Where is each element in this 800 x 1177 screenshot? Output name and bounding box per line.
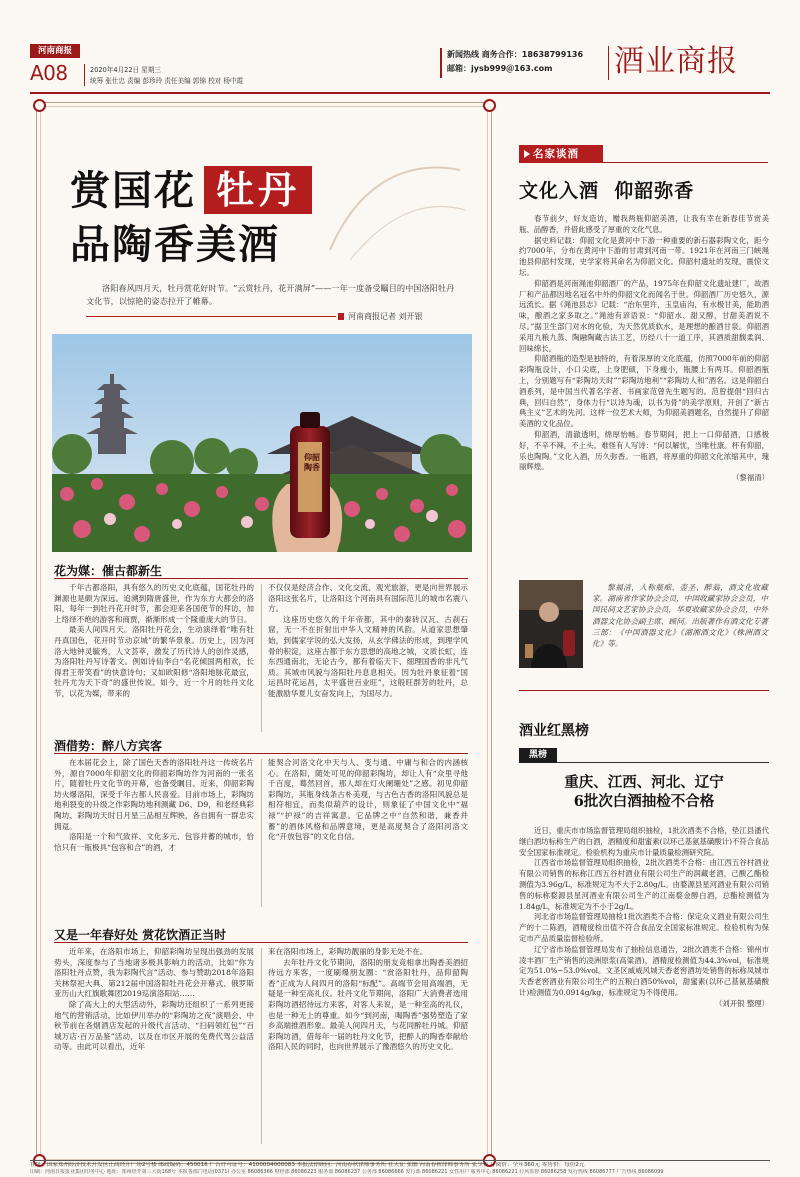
column-divider <box>261 759 262 907</box>
paper-badge: 河南商报 <box>30 44 80 58</box>
hotline: 新闻热线 商务合作：18638799136 <box>447 50 584 59</box>
section-heading-rule <box>54 578 468 579</box>
feature-title-highlight: 牡丹 <box>204 166 312 214</box>
paragraph: 江西省市场监督管理局组织抽检，2批次酒类不合格：由江西五谷村酒业有限公司销售的标称江西五谷村酒业有限公司生产的润藏老酒，己酸乙酯检测值为3.96g/L，标准规定为不大于2.80g/L。由婺源县星河酒业有限公司销售的标称婺源县星河酒业有限公司生产的江南婺金醇白酒，总酯检测值为1.84g/L，标准规定为不小于2g/L。 <box>519 858 769 911</box>
paragraph: 河北省市场监督管理局抽检1批次酒类不合格：保定众义酒业有限公司生产的十二陈酒，酒精度检出值不符合食品安全国家标准规定。检验机构为保定市产品质量监督检验所。 <box>519 912 769 943</box>
paragraph: 仰韶酒瓶的造型是独特的，有着深厚的文化底蕴，仿照7000年前的仰韶彩陶瓶设计，小口尖底，上身肥硕，下身瘦小，瓶腰上有两耳。仰韶酒瓶上，分别题写有“彩陶坊天时”“彩陶坊地利”“彩陶坊人和”酒名。这是仰韶白酒系列，是中国当代著名学者、书画家范曾先生题写的。范曾提倡“回归古典，回归自然”，身体力行“以诗为魂，以书为骨”的美学原则，开创了“新古典主义”艺术的先河。这样一位艺术大师，为仰韶美酒题名，自然提升了仰韶美酒的文化品位。 <box>519 354 769 429</box>
column-title: 文化入酒 仰韶弥香 <box>519 180 695 202</box>
byline-marker <box>338 313 344 320</box>
paragraph: 在本届花会上，除了国色天香的洛阳牡丹这一传统名片外，源自7000年仰韶文化的仰韶彩陶坊作为河南的一张名片，随着牡丹文化节的开幕，也备受瞩目。近来，仰韶彩陶坊火爆洛阳，深受千年古都人民喜爱。目前市场上，彩陶坊地利裂变的升级之作彩陶坊地利测藏 D6、D9，和老经典彩陶坊、彩陶坊天时日月星三品相互辉映，各自拥有一群忠实拥趸。 <box>54 758 254 831</box>
blacklist-headline-line2: 6批次白酒抽检不合格 <box>573 793 715 810</box>
column-divider <box>261 584 262 732</box>
section-heading: 花为媒：催古都新生 <box>54 564 163 578</box>
paragraph: 来在洛阳市场上，彩陶坊靓丽的身影无处不在。 <box>268 947 428 956</box>
feature-byline: 河南商报记者 刘开银 <box>348 312 423 321</box>
section-2-col-1 <box>54 758 254 853</box>
feature-photo <box>52 334 472 552</box>
section-1-col-2 <box>268 583 468 700</box>
column-body <box>519 214 769 484</box>
blacklist-body <box>519 826 769 1010</box>
paragraph: 能契合河洛文化中天与人、变与通、中庸与和合的内涵核心。在洛阳，随处可见的仰韶彩陶坊，却让人有“众里寻他千百度，蓦然回首，那人却在灯火阑珊处”之感。初见仰韶彩陶坊，其瓶身线条古朴美观，与古色古香的洛阳风貌总是相符相宜，而类似葫芦的设计，则象征了中国文化中“福禄”“护禄”的吉祥寓意。它品牌之中“自然和谐，兼香并蓄”的酒体风格和品牌意境，更是高度契合了洛阳河洛文化“开放包容”的文化自信。 <box>268 758 468 842</box>
blacklist-section-title: 酒业红黑榜 <box>519 723 589 739</box>
masthead-title-divider <box>608 46 609 80</box>
paragraph: 仰韶酒是河南渑池仰韶酒厂的产品，1975年在仰韶文化遗址建厂，故酒厂和产品都因地名冠名中外的仰韶文化而闻名于世。仰韶酒厂历史悠久，源远流长。据《渑池县志》记载：“治东里许，玉皇庙沟，有水极甘美，能助酒味，酿酒之家多取之。”渑池有谚语说：“仰韶水、甜又醇，甘甜美酒说不尽。”据卫生部门对水的化验，为天然优质软水，是理想的酿酒甘泉。仰韶酒采用九粮九蒸、陶融陶藏古法工艺，历经八十一道工序，其酒质甜馥柔润、回味绵长。 <box>519 278 769 353</box>
column-tag-rule <box>603 162 768 163</box>
brush-ornament <box>320 150 470 270</box>
footer-rule <box>30 1160 770 1161</box>
paragraph: 仰韶酒，清澈透明，绵厚怡畅。春节期间，把上一口仰韶酒，口感极好，不辛不辣，不上头。难怪有人写诗：“何以解忧，当唯杜康。杯有仰韶，乐也陶陶。”文化入酒，历久弥香。一瓶酒，将厚重的仰韶文化浓缩其中，瑰丽辉煌。 <box>519 429 769 472</box>
paragraph: 辽宁省市场监督管理局发布了抽检信息通告，2批次酒类不合格：锦州市凌丰酒厂生产销售的凌洲原浆(高粱酒)，酒精度检测值为44.3%vol，标准规定为51.0%~53.0%vol。文圣区威威风城天香老窖酒坊处销售的标称凤城市天香老窖酒业有限公司生产的五粮白酒50%vol，甜蜜素(以环己基氨基磺酸计)检测值为0.0914g/kg，标准规定为不得使用。 <box>519 944 769 997</box>
section-heading-rule <box>54 942 468 943</box>
column-tag-label: 名家谈酒 <box>533 148 579 160</box>
footer-line-1: 社址：国家郑州经济技术开发区正商经开广场2号楼 邮政编码：450016 广告许可证号：4100004000083 本报法律顾问：河南春秋律师事务所 社天征 张幽 河南春秋律师事务所 张少春 订阅价：全年360元 零售价：每份2元 <box>30 1162 585 1168</box>
page-number: A08 <box>30 61 68 85</box>
paragraph: 这座历史悠久的千年帝都，其中的秦砖汉瓦、古刹石窟，无一不在折射出中华人文精神的风韵。从道家思想肇始，到儒家学说的弘大发扬，从玄学佛法的形成，到理学风骨的积淀，这座古都于东方思想的高地之城，文质长虹，连东西通南北，无论古今，都有着临天下、细理国香的非凡气质。其城市风貌与洛阳牡丹息息相关。因为牡丹象征着“国运昌时花运昌，太平盛世百业旺”，这般旺群芳的牡丹，总能激励华夏儿女奋发向上，为国尽力。 <box>268 614 468 698</box>
frame-corner-ornament <box>33 99 46 112</box>
masthead-right-bracket <box>440 48 442 78</box>
byline-rule <box>86 316 336 317</box>
paragraph: 据史料记载：仰韶文化是黄河中下游一种重要的新石器彩陶文化，距今约7000年，分布在黄河中下游的甘肃到河南一带。1921年在河南三门峡渑池县仰韶村发现，史学家将其命名为仰韶文化。仰韶村遗址的发现，震惊文坛。 <box>519 235 769 277</box>
column-tag-marker <box>524 150 530 158</box>
editors-line: 统筹 张仕忠 责编 彭珍玲 责任美编 郭锦 校对 杨中霞 <box>90 77 244 85</box>
paragraph: 近日，重庆市市场监督管理局组织抽检，1批次酒类不合格，垫江县潘代继白酒坊标称生产的白酒，酒精度和甜蜜素(以环己基氨基磺酸计)不符合食品安全国家标准规定。检验机构为重庆市计量质量检测研究院。 <box>519 826 769 857</box>
feature-title-line2: 品陶香美酒 <box>70 221 280 268</box>
feature-title-line1: 赏国花 <box>70 167 196 214</box>
paragraph: 近年来，在洛阳市场上，仰韶彩陶坊呈现出强劲的发展势头，深度参与了当地诸多极具影响力的活动，比如“你为洛阳牡丹点赞，我为彩陶代言”活动、参与赞助2018年洛阳关林祭祀大典、第212届中国洛阳牡丹花会开幕式、俄罗斯亚历山大红旗歌舞团2019巡演洛阳站…… <box>54 947 254 999</box>
section-title: 酒业商报 <box>614 44 738 79</box>
page-number-divider <box>84 64 85 86</box>
section-2-col-2 <box>268 758 468 843</box>
frame-corner-ornament <box>483 99 496 112</box>
date-line: 2020年4月22日 星期三 <box>90 66 162 74</box>
section-3-col-2 <box>268 947 468 1053</box>
author-bio: 黎福清，人称瓶痴、壶圣、醉翁，酒文化收藏家。湖南省作家协会会员，中国收藏家协会会员，中国民间文艺家协会会员，华夏收藏家协会会员，中外酒器文化协会副主席、顾问。出版著作有酒文化专著三部：《中国酒器文化》《湖湘酒文化》《株洲酒文化》等。 <box>592 583 768 649</box>
author-photo <box>519 580 583 668</box>
section-heading: 酒借势：醉八方宾客 <box>54 739 163 753</box>
section-1-col-1 <box>54 583 254 700</box>
paragraph: 最美人间四月天。洛阳牡丹花会，生动演绎着“唯有牡丹真国色，花开时节动京城”的繁华景象。历史上，因为河洛大地钟灵毓秀，人文荟萃，激发了历代诗人的创作灵感，为洛阳牡丹写诗著文。例如诗仙李白“名花倾国两相欢，长得君王带笑看”的快意诗句；又如欧阳修“洛阳地脉花最宜，牡丹尤为天下奇”的盛世传说。如今，近一个月的牡丹文化节，以花为媒，带来的 <box>54 625 254 698</box>
section-heading: 又是一年春好处 赏花饮酒正当时 <box>54 928 227 942</box>
blacklist-signature: （刘开银 整理） <box>714 998 769 1008</box>
paragraph: 春节前夕，好友造访，赠我两瓶仰韶美酒，让我有幸在新春佳节赏美瓶、品醇香，并借此感受了厚重的文化气息。 <box>519 214 769 234</box>
section-heading-rule <box>54 753 468 754</box>
feature-lede: 洛阳春风四月天，牡丹赏花好时节。“云赏牡丹，花开满屏”——一年一度备受瞩目的中国洛阳牡丹文化节，以惊艳的姿态拉开了帷幕。 <box>86 283 455 306</box>
right-column-divider <box>519 690 769 691</box>
bottle-label: 仰韶陶香 <box>304 452 320 472</box>
footer-line-2: 印刷：河南日报报业集团印务中心 地址：郑州经开第三大街168号 本报各部门电话(0371) 办公室 86086366 财经部 86086223 服务部 86086237 公务部 86086666 发行部 86086221 女性用户 服务中心 86086221 行风监督 86086258 发行热线 86086777 广告热线 86086099 <box>30 1169 664 1175</box>
paragraph: 除了高大上的大型活动外，彩陶坊还组织了一系列更接地气的营销活动，比如伊川举办的“彩陶坊之夜”演唱会、中秋节前在各烟酒店发起的升级代言活动、“扫码领红包”“百城万店·百万品鉴”活动，以及在市区开展的免费代驾公益活动等。由此可以看出，近年 <box>54 999 254 1052</box>
paragraph: 去年牡丹文化节期间，洛阳的朋友竞相拿出陶香美酒招待远方来客，一度刷爆朋友圈：“赏洛阳牡丹，品仰韶陶香”正成为人间四月的洛阳“标配”。高端节会用高端酒，无疑是一种至高礼仪。牡丹文化节期间，洛阳广大消费者选用彩陶坊酒招待远方来客，对客人来说，是一种至高的礼仪，也是一种无上的尊重。如今“到河南，喝陶香”强势塑造了家乡高端推酒形象。最美人间四月天，与花同醉牡丹城。仰韶彩陶坊酒，借每年一届的牡丹文化节，把醉人的陶香奉献给洛阳人民的同时，也向世界展示了豫酒悠久的历史文化。 <box>268 957 468 1052</box>
blacklist-tag-rule <box>557 762 769 763</box>
blacklist-tag: 黑榜 <box>528 750 547 760</box>
column-divider <box>261 948 262 1144</box>
paragraph: 不仅仅是经济合作、文化交流、观光旅游，更是向世界展示洛阳这张名片，让洛阳这个河南具有国际范儿的城市名震八方。 <box>268 583 468 614</box>
paragraph: 千年古都洛阳，具有悠久的历史文化底蕴，国花牡丹的渊源也是颇为深远。追溯到隋唐盛世，作为东方大都会的洛阳，每年一到牡丹花开时节，都会迎来各国使节的拜访，加上络绎不绝的游客和商贾，渐渐形成一个隆重庞大的节日。 <box>54 583 254 624</box>
blacklist-headline-line1: 重庆、江西、河北、辽宁 <box>564 774 724 791</box>
section-3-col-1 <box>54 947 254 1053</box>
column-signature: （黎福清） <box>732 473 769 483</box>
masthead-rule <box>30 92 770 94</box>
paragraph: 洛阳是一个和气致祥、文化多元、包容并蓄的城市，恰恰只有一瓶极具“包容和合”的酒，才 <box>54 832 254 852</box>
email: 邮箱：jysb999＠163.com <box>447 64 553 73</box>
